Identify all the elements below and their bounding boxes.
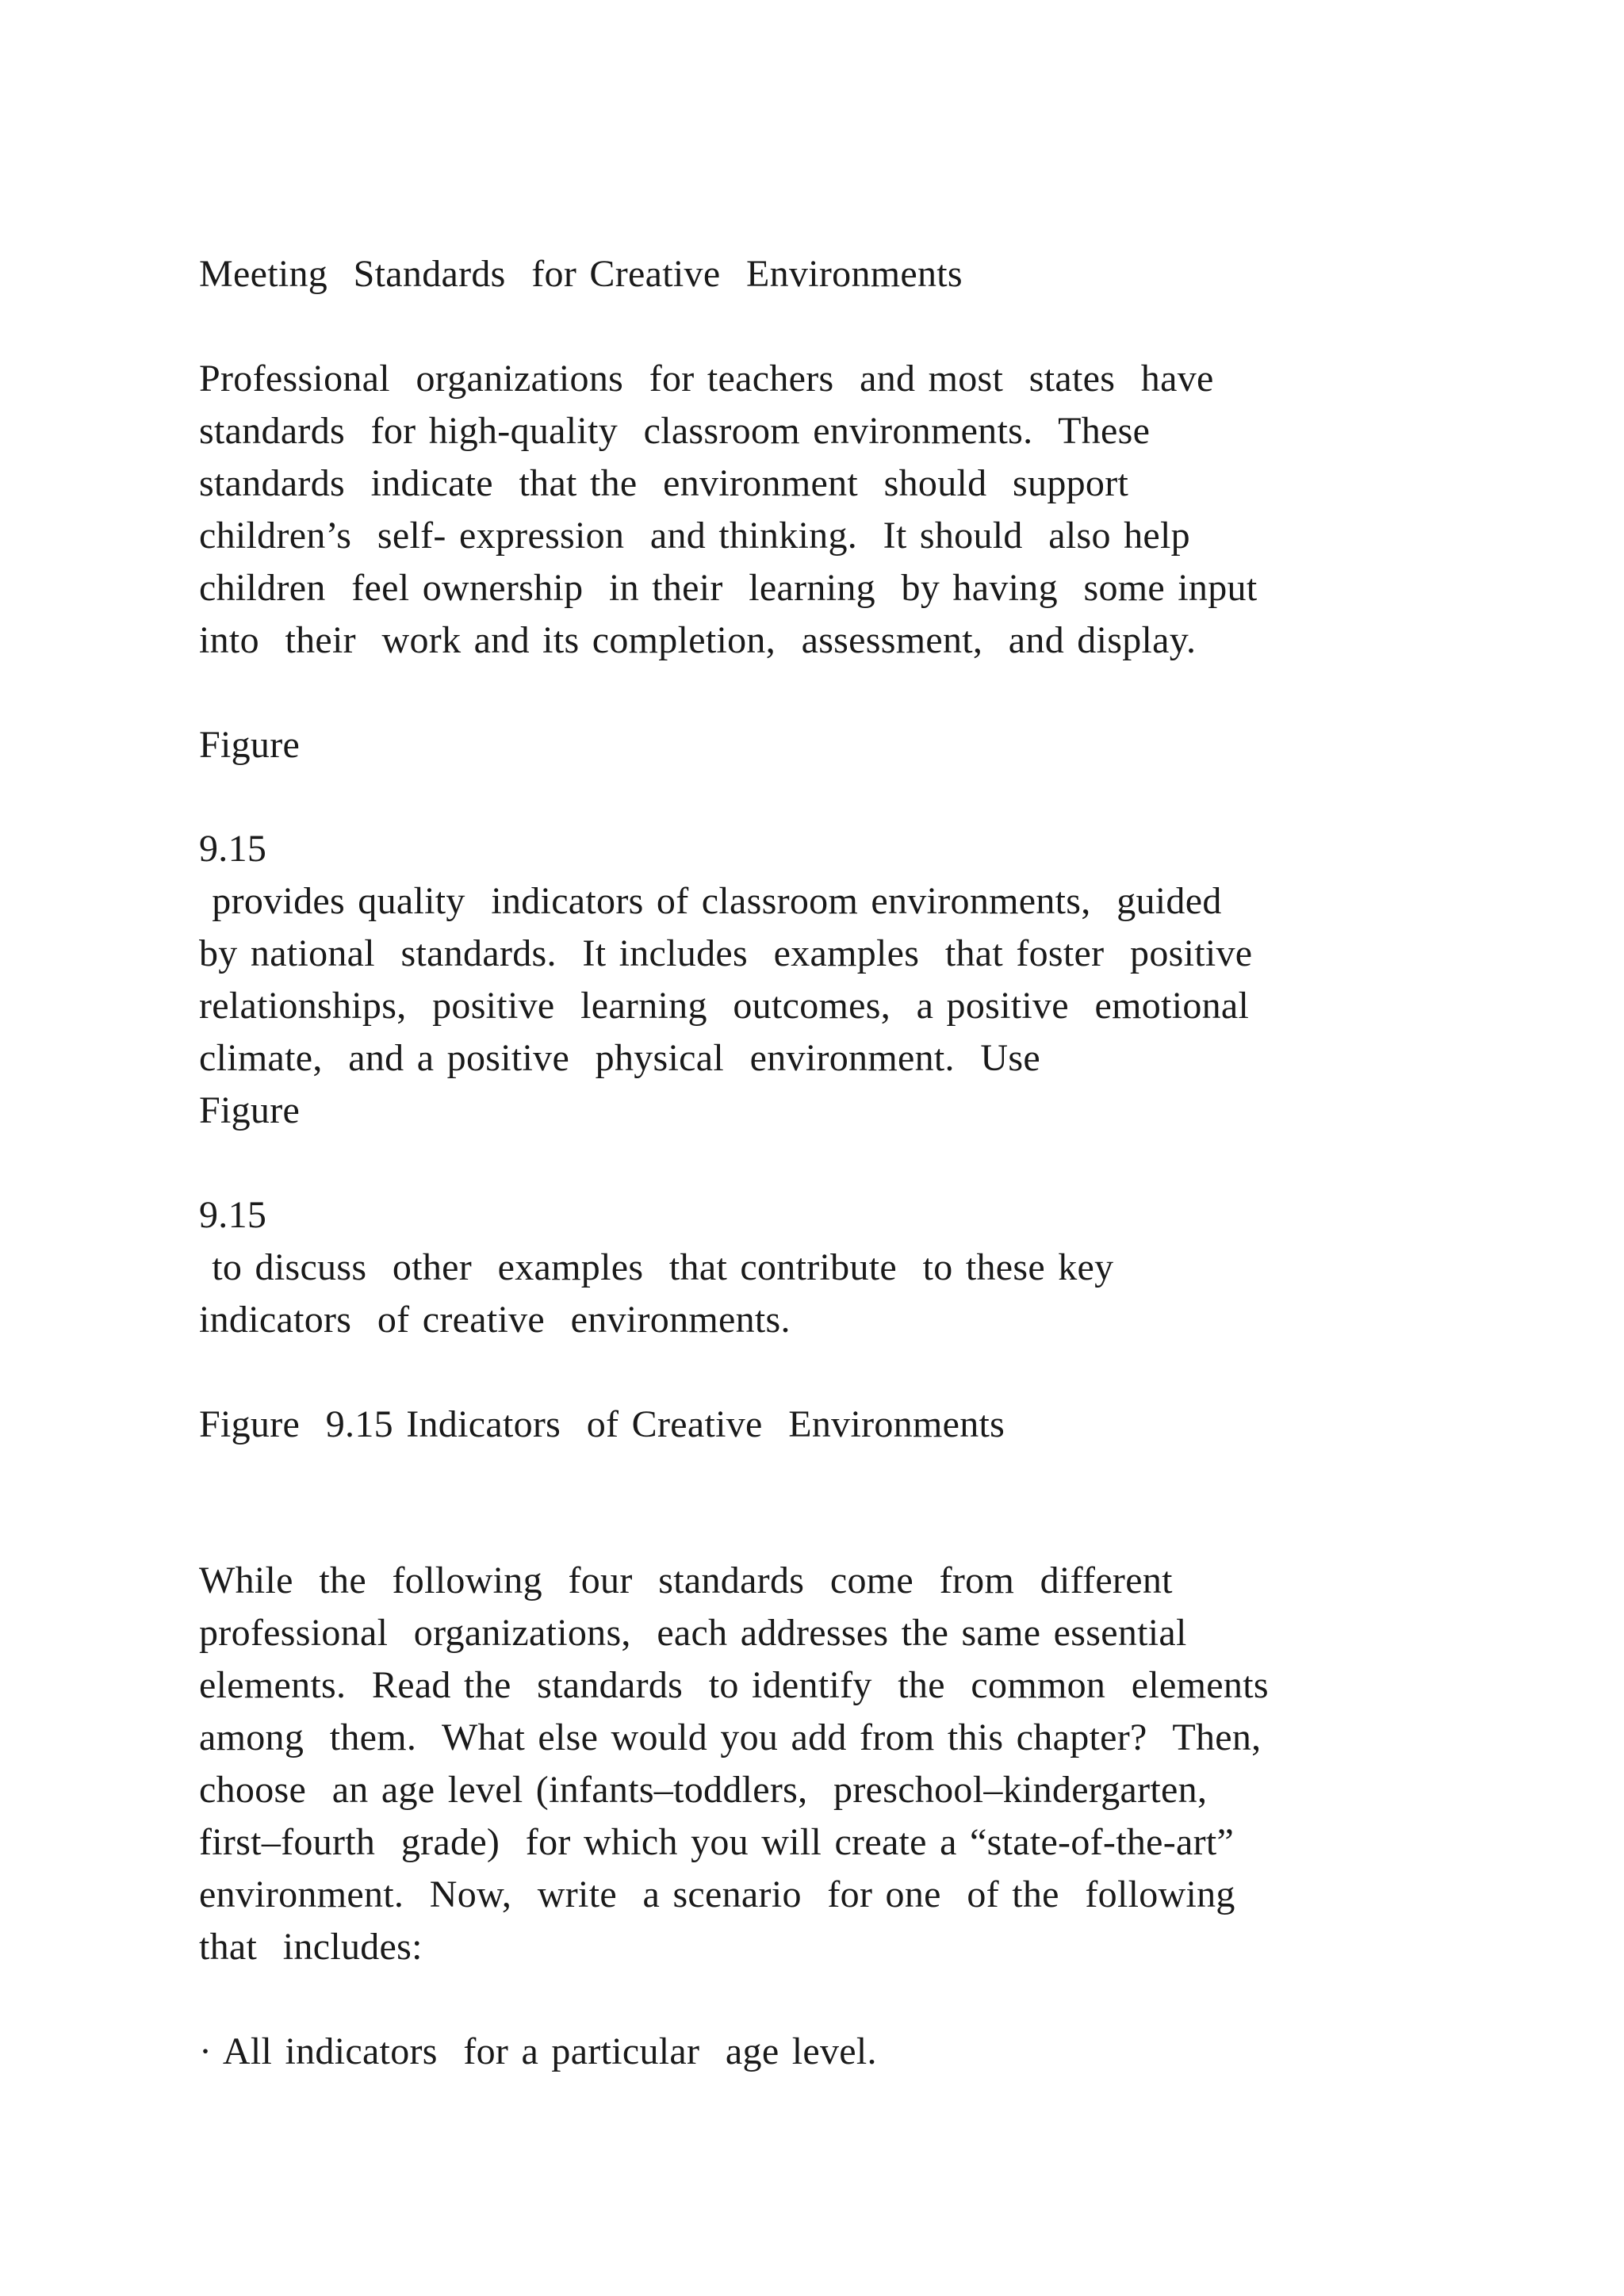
paragraph-line: standards for high-quality classroom environments. These xyxy=(199,410,1151,452)
paragraph-line: elements. Read the standards to identify the common elements xyxy=(199,1664,1269,1706)
figure-reference-number: 9.15 xyxy=(199,828,267,870)
paragraph-line: that includes: xyxy=(199,1926,423,1968)
paragraph-line: children feel ownership in their learning by having some input xyxy=(199,567,1258,609)
paragraph-line: standards indicate that the environment should support xyxy=(199,462,1129,504)
paragraph-line: choose an age level (infants–toddlers, preschool–kindergarten, xyxy=(199,1769,1208,1811)
paragraph-line: by national standards. It includes examples that foster positive xyxy=(199,932,1253,974)
paragraph-line: provides quality indicators of classroom environments, guided xyxy=(199,880,1222,922)
paragraph-line: children’s self- expression and thinking. It should also help xyxy=(199,515,1190,557)
paragraph-line: professional organizations, each addresses the same essential xyxy=(199,1612,1187,1654)
paragraph-line: relationships, positive learning outcomes, a positive emotional xyxy=(199,985,1250,1027)
bullet-list-item: · All indicators for a particular age level. xyxy=(199,2030,877,2072)
figure-reference-number: 9.15 xyxy=(199,1194,267,1236)
paragraph-line: into their work and its completion, assessment, and display. xyxy=(199,619,1197,661)
figure-reference-word: Figure xyxy=(199,1089,301,1131)
document-title: Meeting Standards for Creative Environments xyxy=(199,253,963,295)
figure-reference-word: Figure xyxy=(199,724,301,766)
paragraph-line: first–fourth grade) for which you will create a “state-of-the-art” xyxy=(199,1821,1235,1863)
paragraph-line: While the following four standards come from different xyxy=(199,1559,1173,1601)
paragraph-line: among them. What else would you add from this chapter? Then, xyxy=(199,1716,1262,1758)
paragraph-line: indicators of creative environments. xyxy=(199,1299,791,1341)
paragraph-line: climate, and a positive physical environment. Use xyxy=(199,1037,1040,1079)
figure-caption: Figure 9.15 Indicators of Creative Environments xyxy=(199,1403,1005,1445)
paragraph-line: environment. Now, write a scenario for one of the following xyxy=(199,1873,1235,1915)
paragraph-line: to discuss other examples that contribute to these key xyxy=(199,1246,1114,1288)
paragraph-line: Professional organizations for teachers and most states have xyxy=(199,358,1214,400)
